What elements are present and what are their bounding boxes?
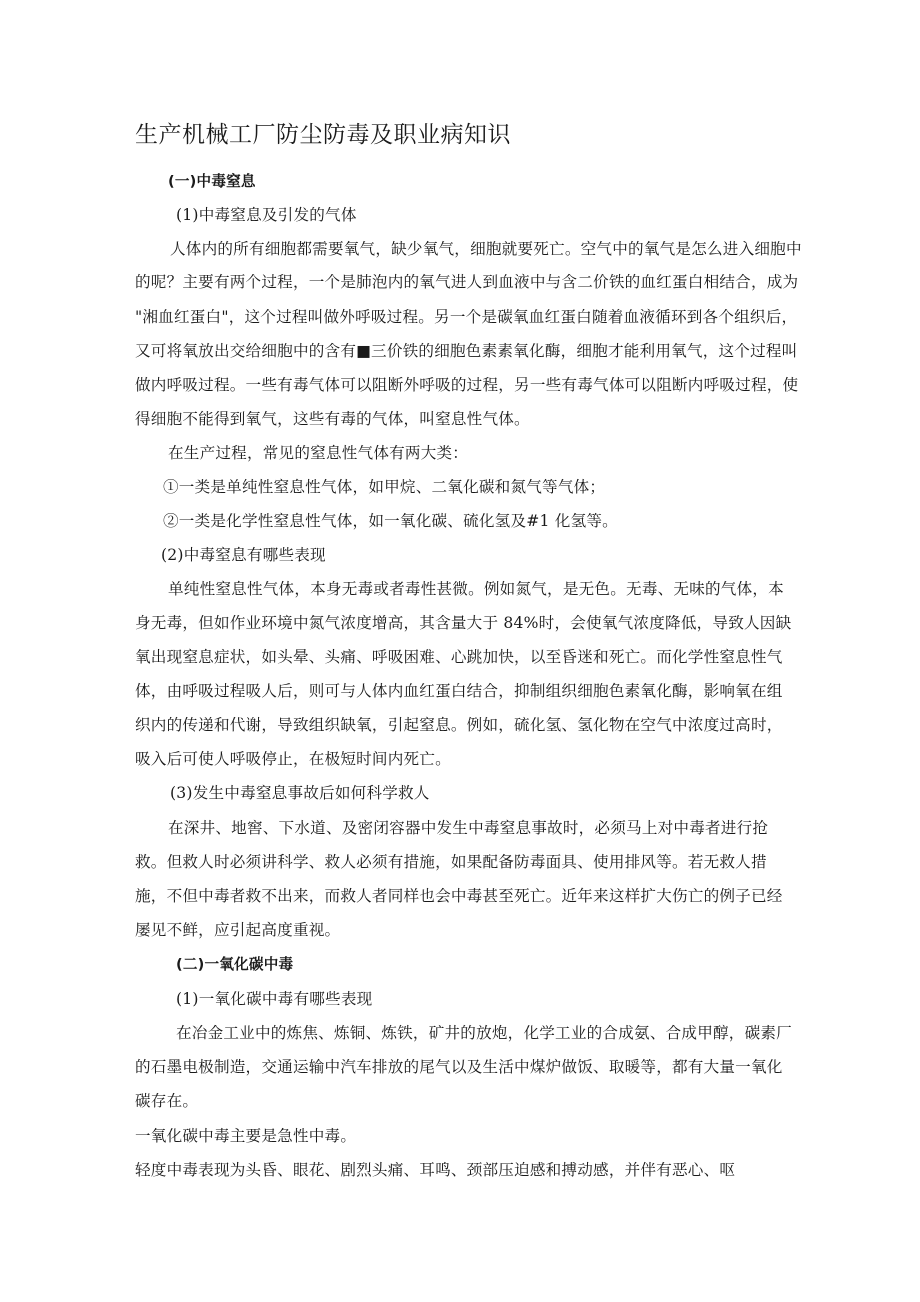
list-item: ①一类是单纯性窒息性气体，如甲烷、二氧化碳和氮气等气体； [163, 478, 606, 496]
section-heading: (一)中毒窒息 [168, 173, 256, 190]
paragraph-line: 人体内的所有细胞都需要氧气，缺少氧气，细胞就要死亡。空气中的氧气是怎么进入细胞中 [170, 240, 802, 258]
paragraph-line: 单纯性窒息性气体，本身无毒或者毒性甚微。例如氮气，是无色。无毒、无味的气体，本 [168, 580, 784, 598]
paragraph-line: 一氧化碳中毒主要是急性中毒。 [135, 1127, 357, 1145]
paragraph-line: "湘血红蛋白"，这个过程叫做外呼吸过程。另一个是碳氧血红蛋白随着血液循环到各个组织后， [135, 308, 798, 326]
paragraph-line: 碳存在。 [135, 1092, 199, 1110]
paragraph-line: 织内的传递和代谢，导致组织缺氧，引起窒息。例如，硫化氢、氢化物在空气中浓度过高时， [135, 716, 783, 734]
section-heading: (二)一氧化碳中毒 [176, 956, 294, 973]
paragraph-line: 在生产过程，常见的窒息性气体有两大类： [168, 444, 469, 462]
subsection-heading: (3)发生中毒窒息事故后如何科学救人 [170, 784, 430, 802]
list-item: ②一类是化学性窒息性气体，如一氧化碳、硫化氢及#1 化氢等。 [163, 512, 618, 530]
paragraph-line: 做内呼吸过程。一些有毒气体可以阻断外呼吸的过程，另一些有毒气体可以阻断内呼吸过程，使 [135, 376, 799, 394]
paragraph-line: 轻度中毒表现为头昏、眼花、剧烈头痛、耳鸣、颈部压迫感和搏动感，并伴有恶心、呕 [135, 1161, 736, 1179]
subsection-heading: (2)中毒窒息有哪些表现 [161, 546, 326, 564]
paragraph-line: 的石墨电极制造，交通运输中汽车排放的尾气以及生活中煤炉做饭、取暖等，都有大量一氧化 [135, 1058, 783, 1076]
paragraph-line: 屡见不鲜，应引起高度重视。 [135, 921, 341, 939]
paragraph-line: 身无毒，但如作业环境中氮气浓度增高，其含量大于 84%时，会使氧气浓度降低，导致人因缺 [135, 614, 792, 632]
paragraph-line: 又可将氧放出交给细胞中的含有■三价铁的细胞色素素氧化酶，细胞才能利用氧气，这个过程叫 [135, 342, 798, 360]
paragraph-line: 体，由呼吸过程吸人后，则可与人体内血红蛋白结合，抑制组织细胞色素氧化酶，影响氧在组 [135, 682, 783, 700]
paragraph-line: 救。但救人时必须讲科学、救人必须有措施，如果配备防毒面具、使用排风等。若无救人措 [135, 853, 767, 871]
subsection-heading: (1)中毒窒息及引发的气体 [176, 206, 357, 224]
subsection-heading: (1)一氧化碳中毒有哪些表现 [176, 990, 373, 1008]
paragraph-line: 吸入后可使人呼吸停止，在极短时间内死亡。 [135, 750, 451, 768]
paragraph-line: 氧出现窒息症状，如头晕、头痛、呼吸困难、心跳加快，以至昏迷和死亡。而化学性窒息性气 [135, 648, 783, 666]
paragraph-line: 在深井、地窖、下水道、及密闭容器中发生中毒窒息事故时，必须马上对中毒者进行抢 [168, 819, 769, 837]
paragraph-line: 施，不但中毒者救不出来，而救人者同样也会中毒甚至死亡。近年来这样扩大伤亡的例子已经 [135, 887, 783, 905]
paragraph-line: 的呢？主要有两个过程，一个是肺泡内的氧气进人到血液中与含二价铁的血红蛋白相结合，成为 [135, 273, 799, 291]
paragraph-line: 得细胞不能得到氧气，这些有毒的气体，叫窒息性气体。 [135, 410, 530, 428]
document-title: 生产机械工厂防尘防毒及职业病知识 [135, 122, 511, 148]
paragraph-line: 在冶金工业中的炼焦、炼铜、炼铁，矿井的放炮，化学工业的合成氨、合成甲醇，碳素厂 [176, 1024, 792, 1042]
